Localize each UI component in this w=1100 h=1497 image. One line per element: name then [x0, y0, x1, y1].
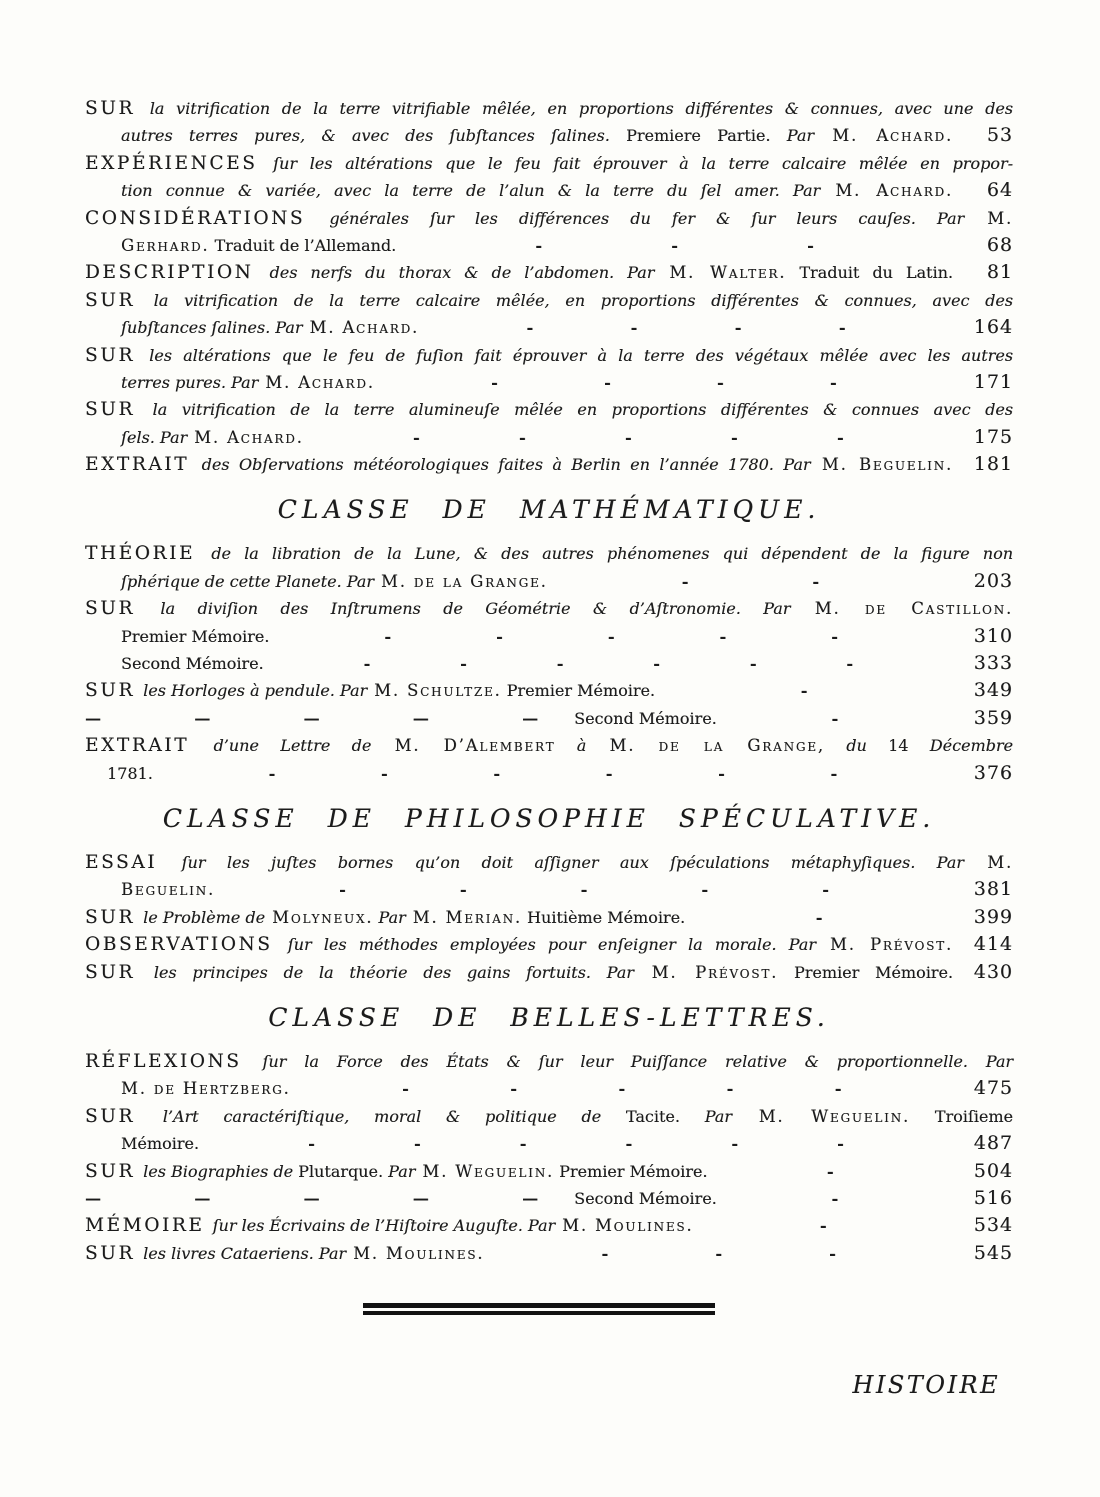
- leader-dashes: [314, 424, 943, 451]
- leader-dash: -: [363, 654, 371, 674]
- leader-dash: -: [807, 235, 814, 255]
- toc-line: [85, 369, 1013, 396]
- leader-dash: -: [519, 1134, 527, 1154]
- leader-dash: -: [339, 880, 346, 900]
- class-heading: CLASSE DE MATHÉMATIQUE.: [277, 495, 821, 525]
- leader-dash: -: [717, 372, 724, 392]
- leader-dashes: [558, 568, 943, 595]
- toc-line: [85, 122, 1013, 149]
- leader-dash: -: [829, 372, 837, 392]
- toc-line: [85, 396, 1013, 423]
- leader-dash: -: [701, 880, 709, 900]
- entry-text: RÉFLEXIONS ſur la Force des États & ſur leur Puiſſance relative & proportionnelle. Par: [85, 1050, 1013, 1072]
- leader-dash: -: [413, 427, 420, 447]
- toc-line: [85, 568, 1013, 595]
- entry-page-number: 376: [973, 761, 1013, 784]
- rule-top-line: [363, 1303, 715, 1308]
- entry-page-number: 516: [973, 1186, 1013, 1209]
- entry-page-number: 534: [973, 1214, 1013, 1237]
- toc-line: [85, 595, 1013, 622]
- toc-line: [85, 424, 1013, 451]
- leader-dash: -: [837, 1134, 844, 1154]
- em-dash: —: [412, 708, 429, 728]
- leader-dash: -: [653, 654, 660, 674]
- em-dash: —: [522, 708, 539, 728]
- toc-line: [85, 177, 1013, 204]
- entry-page-number: 53: [986, 124, 1013, 147]
- class-heading: CLASSE DE PHILOSOPHIE SPÉCULATIVE.: [162, 803, 936, 833]
- toc-line: [85, 849, 1013, 876]
- entry-text: EXPÉRIENCES ſur les altérations que le feu fait éprouver à la terre calcaire mêlée en propor-: [85, 152, 1013, 174]
- toc-line: [85, 314, 1013, 341]
- leader-dash: -: [491, 372, 498, 392]
- leader-dash: -: [601, 1243, 609, 1263]
- leader-dash: -: [671, 235, 678, 255]
- leader-dash: -: [800, 681, 808, 701]
- entry-text: Second Mémoire.: [574, 708, 717, 728]
- toc-line: [85, 150, 1013, 177]
- toc-line: [85, 259, 1013, 286]
- em-dash: —: [522, 1188, 539, 1208]
- leader-dashes: [301, 1075, 943, 1102]
- em-dash: —: [85, 1188, 101, 1208]
- leader-dash: -: [580, 880, 588, 900]
- entry-text: 1781.: [107, 763, 153, 783]
- entry-text: ESSAI ſur les juſtes bornes qu’on doit aſſigner aux ſpéculations métaphyſiques. Par M.: [85, 851, 1013, 873]
- leader-dash: -: [831, 708, 839, 728]
- entry-text: M. de Hertzberg.: [121, 1079, 291, 1099]
- entry-page-number: 203: [973, 569, 1013, 592]
- leader-dashes: [695, 904, 943, 931]
- rule-bottom-line: [363, 1311, 715, 1315]
- leader-dash: -: [731, 1134, 738, 1154]
- leader-dashes: [727, 1185, 943, 1212]
- entry-text: tion connue & variée, avec la terre de l’alun & la terre du ſel amer. Par M. Achard.: [121, 181, 954, 201]
- toc-line: [85, 205, 1013, 232]
- entry-page-number: 545: [973, 1241, 1013, 1264]
- entry-text: ſubſtances ſalines. Par M. Achard.: [121, 318, 420, 338]
- entry-text: SUR la diviſion des Inſtrumens de Géométrie & d’Aſtronomie. Par M. de Castillon.: [85, 598, 1013, 620]
- toc-line: [85, 95, 1013, 122]
- entry-page-number: 81: [986, 261, 1013, 284]
- entry-text: Second Mémoire.: [574, 1188, 717, 1208]
- toc-line: [85, 650, 1013, 677]
- entry-text: SUR l’Art caractériſtique, moral & politique de Tacite. Par M. Weguelin. Troiſieme: [85, 1105, 1013, 1127]
- entry-text: EXTRAIT d’une Lettre de M. D’Alembert à M. de la Grange, du 14 Décembre: [85, 735, 1014, 757]
- leader-dash: -: [618, 1079, 626, 1099]
- leader-dash: -: [493, 763, 500, 783]
- leader-dash: -: [607, 626, 615, 646]
- em-dash: —: [194, 1188, 211, 1208]
- leader-dashes: [385, 369, 943, 396]
- leader-dash: -: [308, 1134, 315, 1154]
- leader-dashes: [406, 232, 943, 259]
- leader-dash: -: [846, 654, 854, 674]
- toc-line: [85, 1185, 1013, 1212]
- entry-page-number: 333: [973, 652, 1013, 675]
- leader-dash: -: [413, 1134, 421, 1154]
- entry-text: SUR les Biographies de Plutarque. Par M. Weguelin. Premier Mémoire.: [85, 1160, 708, 1182]
- entry-page-number: 181: [973, 453, 1013, 476]
- leader-dash: -: [749, 654, 757, 674]
- entry-page-number: 504: [973, 1159, 1013, 1182]
- table-of-contents: [85, 95, 1013, 1267]
- em-dash: —: [194, 708, 211, 728]
- toc-line: [85, 931, 1013, 958]
- entry-text: SUR la vitrification de la terre vitrifiable mêlée, en proportions différentes & connues, avec une des: [85, 98, 1013, 119]
- leader-dashes: [209, 1130, 943, 1157]
- leader-dashes: [163, 760, 943, 787]
- leader-dash: -: [605, 763, 613, 783]
- leader-dash: -: [726, 1079, 734, 1099]
- catchword-row: [85, 1371, 1013, 1399]
- entry-text: SUR les altérations que le feu de fuſion fait éprouver à la terre des végétaux mêlée avec les autres: [85, 344, 1013, 366]
- entry-page-number: 171: [973, 370, 1013, 393]
- entry-text: OBSERVATIONS ſur les méthodes employées pour enſeigner la morale. Par M. Prévost.: [85, 934, 953, 956]
- entry-text: CONSIDÉRATIONS générales ſur les différences du fer & ſur leurs cauſes. Par M.: [85, 207, 1013, 229]
- leader-dash: -: [384, 626, 392, 646]
- entry-page-number: 414: [973, 933, 1013, 956]
- entry-page-number: 164: [973, 316, 1013, 339]
- toc-line: [85, 232, 1013, 259]
- leader-dash: -: [526, 318, 534, 338]
- leader-dash: -: [460, 654, 467, 674]
- entry-page-number: 381: [973, 878, 1013, 901]
- leader-dash: -: [380, 763, 388, 783]
- ditto-dashes: [85, 1185, 538, 1212]
- leader-dashes: [717, 1158, 943, 1185]
- leader-dash: -: [822, 880, 829, 900]
- leader-dash: -: [829, 1243, 836, 1263]
- toc-line: [85, 732, 1013, 759]
- toc-line: [85, 1158, 1013, 1185]
- leader-dash: -: [604, 372, 611, 392]
- entry-text: SUR la vitrification de la terre alumineuſe mêlée en proportions différentes & connues avec des: [85, 399, 1013, 421]
- entry-page-number: 64: [986, 179, 1013, 202]
- entry-text: ſels. Par M. Achard.: [121, 427, 304, 447]
- leader-dashes: [727, 705, 943, 732]
- entry-text: EXTRAIT des Obſervations météorologiques faites à Berlin en l’année 1780. Par M. Beguelin.: [85, 454, 953, 476]
- leader-dash: -: [830, 763, 838, 783]
- toc-line: [85, 1130, 1013, 1157]
- entry-text: Second Mémoire.: [121, 654, 264, 674]
- toc-line: [85, 1212, 1013, 1239]
- entry-text: ſphérique de cette Planete. Par M. de la Grange.: [121, 571, 548, 591]
- entry-text: THÉORIE de la libration de la Lune, & des autres phénomenes qui dépendent de la figure non: [85, 543, 1013, 565]
- entry-page-number: 310: [973, 624, 1013, 647]
- toc-line: [85, 760, 1013, 787]
- entry-text: SUR la vitrification de la terre calcaire mêlée, en proportions différentes & connues, avec des: [85, 289, 1013, 311]
- entry-text: SUR les Horloges à pendule. Par M. Schultze. Premier Mémoire.: [85, 680, 656, 702]
- leader-dash: -: [681, 571, 689, 591]
- toc-line: [85, 1075, 1013, 1102]
- ditto-dashes: [85, 705, 538, 732]
- toc-line: [85, 342, 1013, 369]
- catchword: HISTOIRE: [852, 1371, 1000, 1400]
- entry-text: SUR les principes de la théorie des gains fortuits. Par M. Prévost. Premier Mémoire.: [85, 961, 954, 983]
- entry-page-number: 349: [973, 679, 1013, 702]
- toc-line: [85, 904, 1013, 931]
- leader-dash: -: [819, 1216, 827, 1236]
- entry-text: autres terres pures, & avec des ſubſtances ſalines. Premiere Partie. Par M. Achard.: [121, 126, 954, 146]
- toc-line: [85, 677, 1013, 704]
- entry-page-number: 175: [973, 425, 1013, 448]
- leader-dash: -: [519, 427, 526, 447]
- entry-text: terres pures. Par M. Achard.: [121, 372, 375, 392]
- leader-dash: -: [268, 763, 276, 783]
- leader-dash: -: [496, 626, 503, 646]
- entry-page-number: 475: [973, 1077, 1013, 1100]
- entry-page-number: 359: [973, 706, 1013, 729]
- leader-dash: -: [402, 1079, 409, 1099]
- em-dash: —: [412, 1188, 429, 1208]
- leader-dashes: [279, 623, 943, 650]
- leader-dash: -: [838, 318, 846, 338]
- leader-dash: -: [834, 1079, 842, 1099]
- leader-dashes: [429, 314, 943, 341]
- leader-dash: -: [535, 235, 543, 255]
- leader-dash: -: [831, 626, 838, 646]
- toc-line: [85, 1048, 1013, 1075]
- em-dash: —: [303, 708, 320, 728]
- leader-dash: -: [836, 427, 844, 447]
- toc-line: [85, 705, 1013, 732]
- toc-line: [85, 876, 1013, 903]
- em-dash: —: [85, 708, 101, 728]
- leader-dash: -: [625, 427, 632, 447]
- leader-dash: -: [510, 1079, 517, 1099]
- leader-dash: -: [459, 880, 467, 900]
- entry-text: SUR les livres Cataeriens. Par M. Moulines.: [85, 1242, 485, 1264]
- leader-dash: -: [734, 318, 742, 338]
- toc-line: [85, 1103, 1013, 1130]
- entry-text: MÉMOIRE ſur les Écrivains de l’Hiſtoire Auguſte. Par M. Moulines.: [85, 1215, 694, 1237]
- entry-text: Mémoire.: [121, 1134, 199, 1154]
- leader-dash: -: [715, 1243, 722, 1263]
- em-dash: —: [303, 1188, 320, 1208]
- toc-line: [85, 451, 1013, 478]
- toc-line: [85, 959, 1013, 986]
- leader-dashes: [225, 876, 943, 903]
- leader-dashes: [703, 1212, 943, 1239]
- leader-dashes: [274, 650, 943, 677]
- leader-dash: -: [630, 318, 638, 338]
- leader-dashes: [665, 677, 943, 704]
- toc-line: [85, 623, 1013, 650]
- entry-page-number: 68: [986, 233, 1013, 256]
- leader-dash: -: [719, 626, 727, 646]
- class-heading: CLASSE DE BELLES-LETTRES.: [268, 1002, 830, 1032]
- entry-text: Beguelin.: [121, 880, 215, 900]
- toc-line: [85, 1240, 1013, 1267]
- toc-line: [85, 540, 1013, 567]
- leader-dash: -: [556, 654, 564, 674]
- leader-dash: -: [812, 571, 819, 591]
- entry-text: DESCRIPTION des nerfs du thorax & de l’abdomen. Par M. Walter. Traduit du Latin.: [85, 262, 953, 284]
- entry-text: Premier Mémoire.: [121, 626, 270, 646]
- leader-dash: -: [826, 1161, 834, 1181]
- leader-dash: -: [625, 1134, 633, 1154]
- entry-page-number: 430: [973, 960, 1013, 983]
- leader-dash: -: [718, 763, 725, 783]
- double-rule: [363, 1303, 715, 1315]
- leader-dashes: [494, 1240, 943, 1267]
- leader-dash: -: [831, 1188, 839, 1208]
- leader-dash: -: [730, 427, 738, 447]
- leader-dash: -: [815, 907, 823, 927]
- entry-page-number: 487: [973, 1132, 1013, 1155]
- toc-line: [85, 287, 1013, 314]
- entry-text: Gerhard. Traduit de l’Allemand.: [121, 235, 397, 255]
- entry-text: SUR le Problème de Molyneux. Par M. Merian. Huitième Mémoire.: [85, 906, 686, 928]
- entry-page-number: 399: [973, 905, 1013, 928]
